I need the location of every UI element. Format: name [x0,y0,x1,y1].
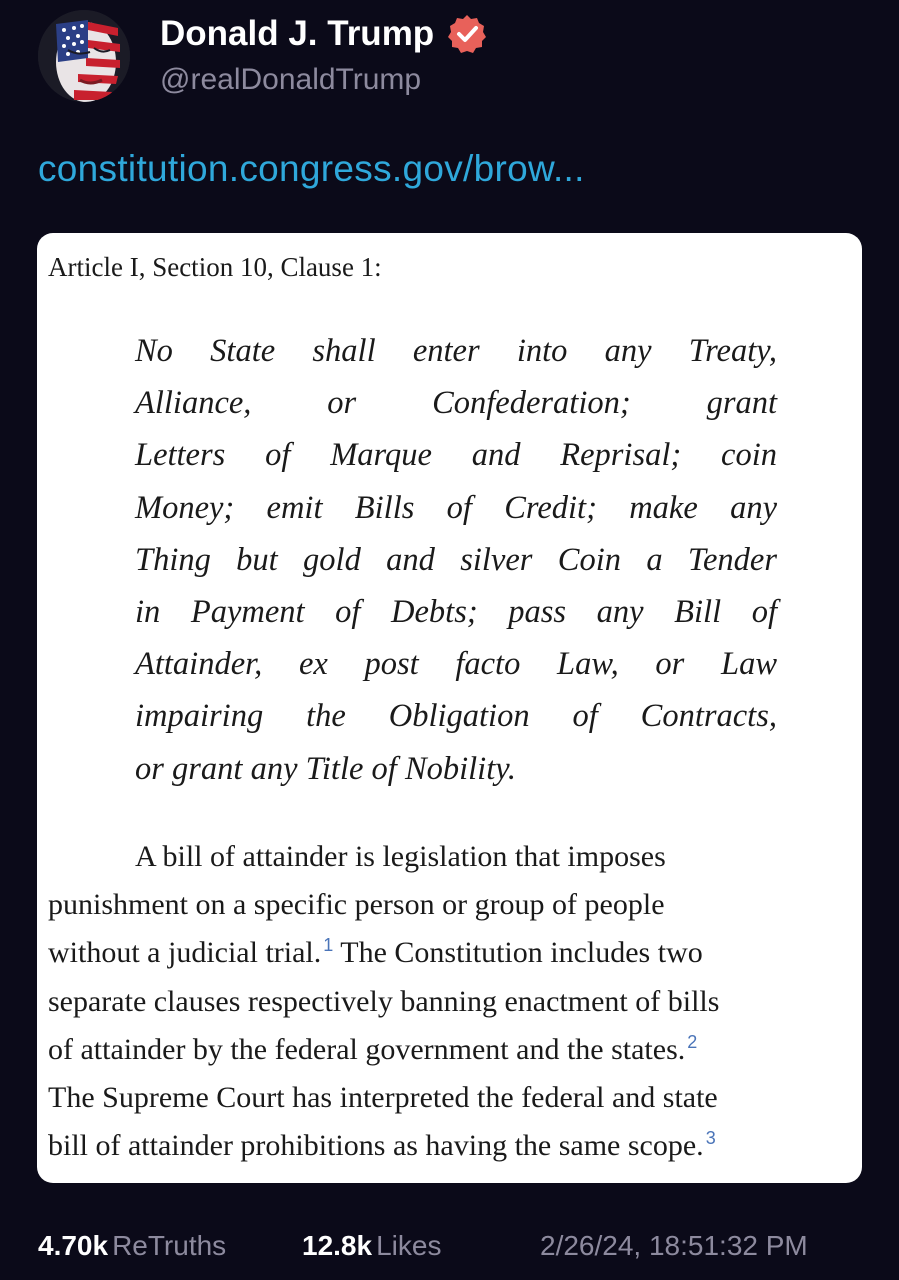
quote-line: Alliance, or Confederation; grant [135,385,777,422]
likes-stat[interactable] [302,1226,441,1266]
body-line-text: The Constitution includes two [333,936,703,970]
body-line-text: without a judicial trial. [48,936,322,970]
avatar[interactable] [38,10,130,102]
quote-line: Money; emit Bills of Credit; make any [135,489,777,526]
display-name[interactable]: Donald J. Trump [160,14,435,53]
body-line: A bill of attainder is legislation that imposes [135,840,666,873]
body-line-text: of attainder by the federal government and the states. [48,1032,686,1066]
body-line [48,1122,848,1170]
post-timestamp: 2/26/24, 18:51:32 PM [540,1230,808,1261]
quote-line: Letters of Marque and Reprisal; coin [135,437,777,474]
quote-line: No State shall enter into any Treaty, [135,333,777,369]
explanation-paragraph [48,833,848,1170]
body-line-text: bill of attainder prohibitions as having the same scope. [48,1129,704,1163]
retruths-label: ReTruths [112,1230,227,1261]
body-line: separate clauses respectively banning enactment of bills [48,984,720,1018]
likes-label: Likes [376,1230,442,1261]
footnote-ref-3[interactable]: 3 [705,1128,716,1149]
display-name-row[interactable] [160,12,488,56]
attached-image[interactable] [37,233,862,1183]
quote-line: or grant any Title of Nobility. [135,750,517,787]
body-line: punishment on a specific person or group of people [48,888,665,922]
quote-line: impairing the Obligation of Contracts, [135,698,777,735]
retruths-count: 4.70k [38,1230,109,1261]
quote-line: Thing but gold and silver Coin a Tender [135,541,777,578]
clause-quote [135,325,777,795]
post-link[interactable]: constitution.congress.gov/brow... [38,148,585,189]
footnote-ref-1[interactable]: 1 [323,935,334,956]
quote-line: Attainder, ex post facto Law, or Law [135,646,777,683]
footnote-ref-2[interactable]: 2 [687,1031,698,1052]
likes-count: 12.8k [302,1230,373,1261]
clause-heading: Article I, Section 10, Clause 1: [48,252,382,282]
body-line [48,929,848,977]
body-line [48,1026,848,1074]
retruths-stat[interactable] [38,1226,226,1266]
quote-line: in Payment of Debts; pass any Bill of [135,594,777,631]
body-line: The Supreme Court has interpreted the federal and state [48,1081,718,1115]
verified-badge-icon [446,13,488,55]
avatar-flag-portrait [38,10,130,102]
user-handle[interactable]: @realDonaldTrump [160,63,422,96]
